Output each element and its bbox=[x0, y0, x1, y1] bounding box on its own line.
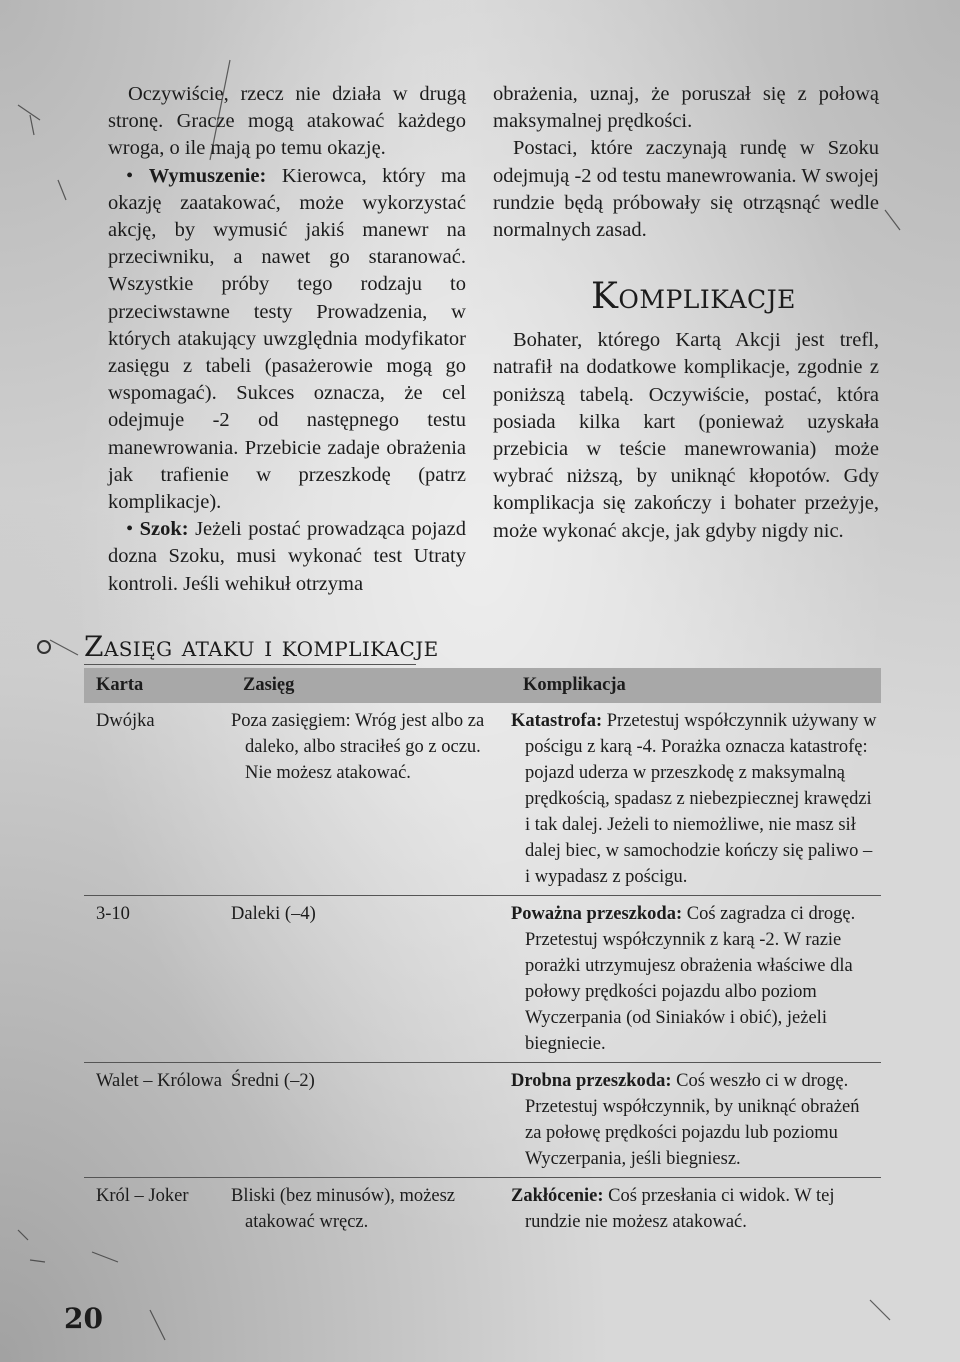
table-header-row bbox=[84, 668, 881, 703]
complication-cell: Drobna przeszkoda: Coś weszło ci w drogę. Przetestuj współczynnik, by uniknąć obrażeń za połowę prędkości pojazdu lub poziomu Wyczerpania, jeśli biegniesz. bbox=[511, 1071, 860, 1169]
range-cell: Średni (–2) bbox=[231, 1071, 315, 1091]
paragraph: obrażenia, uznaj, że poruszał się z połową maksymalnej prędkości. bbox=[493, 83, 879, 133]
table-row bbox=[84, 1063, 881, 1178]
paragraph: Bohater, którego Kartą Akcji jest trefl, natrafił na dodatkowe komplikacje, zgodnie z poniższą tabelą. Oczywiście, postać, która posiada kilka kart (ponieważ uzyskała przebicia w teście manewrowania) może wybrać niższą, by uniknąć kłopotów. Gdy komplikacja się zakończy i bohater przeżyje, może wykonać akcje, jak gdyby nigdy nic. bbox=[493, 329, 879, 542]
page-number: 20 bbox=[64, 1302, 103, 1335]
bullet-paragraph-szok: • Szok: Jeżeli postać prowadząca pojazd dozna Szoku, musi wykonać test Utraty kontroli. Jeśli wehikuł otrzyma bbox=[108, 518, 466, 595]
title-underline bbox=[84, 664, 416, 665]
card-cell: Walet – Królowa bbox=[96, 1071, 222, 1091]
card-cell: 3-10 bbox=[96, 904, 130, 924]
range-cell: Bliski (bez minusów), możesz atakować wręcz. bbox=[231, 1186, 456, 1232]
card-cell: Dwójka bbox=[96, 711, 155, 731]
table-title: Zasięg ataku i komplikacje bbox=[84, 630, 439, 663]
range-cell: Daleki (–4) bbox=[231, 904, 316, 924]
table-row bbox=[84, 703, 881, 896]
right-text-column bbox=[493, 81, 879, 545]
card-cell: Król – Joker bbox=[96, 1186, 189, 1206]
left-text-column bbox=[108, 81, 466, 598]
header-zasieg: Zasięg bbox=[231, 668, 511, 703]
complication-cell: Katastrofa: Przetestuj współczynnik używany w pościgu z karą -4. Porażka oznacza katastrofę: pojazd uderza w przeszkodę z maksymalną prędkością, spadasz z niebezpiecznej krawędzi i tak dalej. Jeżeli to niemożliwe, nie masz sił dalej biec, w samochodzie kończy się paliwo – i wypadasz z pościgu. bbox=[511, 711, 877, 887]
table-row bbox=[84, 896, 881, 1063]
table-row bbox=[84, 1178, 881, 1241]
bullet-paragraph-wymuszenie: • Wymuszenie: Kierowca, który ma okazję zaatakować, może wykorzystać akcję, by wymusić jakiś manewr na przeciwniku, a nawet go staranować. Wszystkie próby tego rodzaju to przeciwstawne testy Prowadzenia, w których atakujący uwzględnia modyfikator zasięgu z tabeli (pasażerowie mogą go wspomagać). Sukces oznacza, że cel odejmuje -2 od następnego testu manewrowania. Przebicie zadaje obrażenia jak trafienie w przeszkodę (patrz komplikacje). bbox=[108, 164, 466, 514]
range-cell: Poza zasięgiem: Wróg jest albo za daleko, albo straciłeś go z oczu. Nie możesz atakować. bbox=[231, 711, 485, 783]
header-karta: Karta bbox=[84, 668, 231, 703]
ring-mark bbox=[38, 641, 50, 653]
section-heading-komplikacje: Komplikacje bbox=[591, 276, 796, 318]
range-complication-table bbox=[84, 668, 881, 1240]
complication-cell: Poważna przeszkoda: Coś zagradza ci drogę. Przetestuj współczynnik z karą -2. W razie porażki utrzymujesz obrażenia właściwe dla połowy prędkości pojazdu albo poziom Wyczerpania (od Siniaków i obić), jeżeli biegniecie. bbox=[511, 904, 856, 1054]
complication-cell: Zakłócenie: Coś przesłania ci widok. W tej rundzie nie możesz atakować. bbox=[511, 1186, 835, 1232]
paragraph: Oczywiście, rzecz nie działa w drugą stronę. Gracze mogą atakować każdego wroga, o ile mają po temu okazję. bbox=[108, 83, 466, 160]
header-komplikacja: Komplikacja bbox=[511, 668, 881, 703]
paragraph: Postaci, które zaczynają rundę w Szoku odejmują -2 od testu manewrowania. W swojej rundzie będą próbowały się otrząsnąć wedle normalnych zasad. bbox=[493, 137, 879, 242]
